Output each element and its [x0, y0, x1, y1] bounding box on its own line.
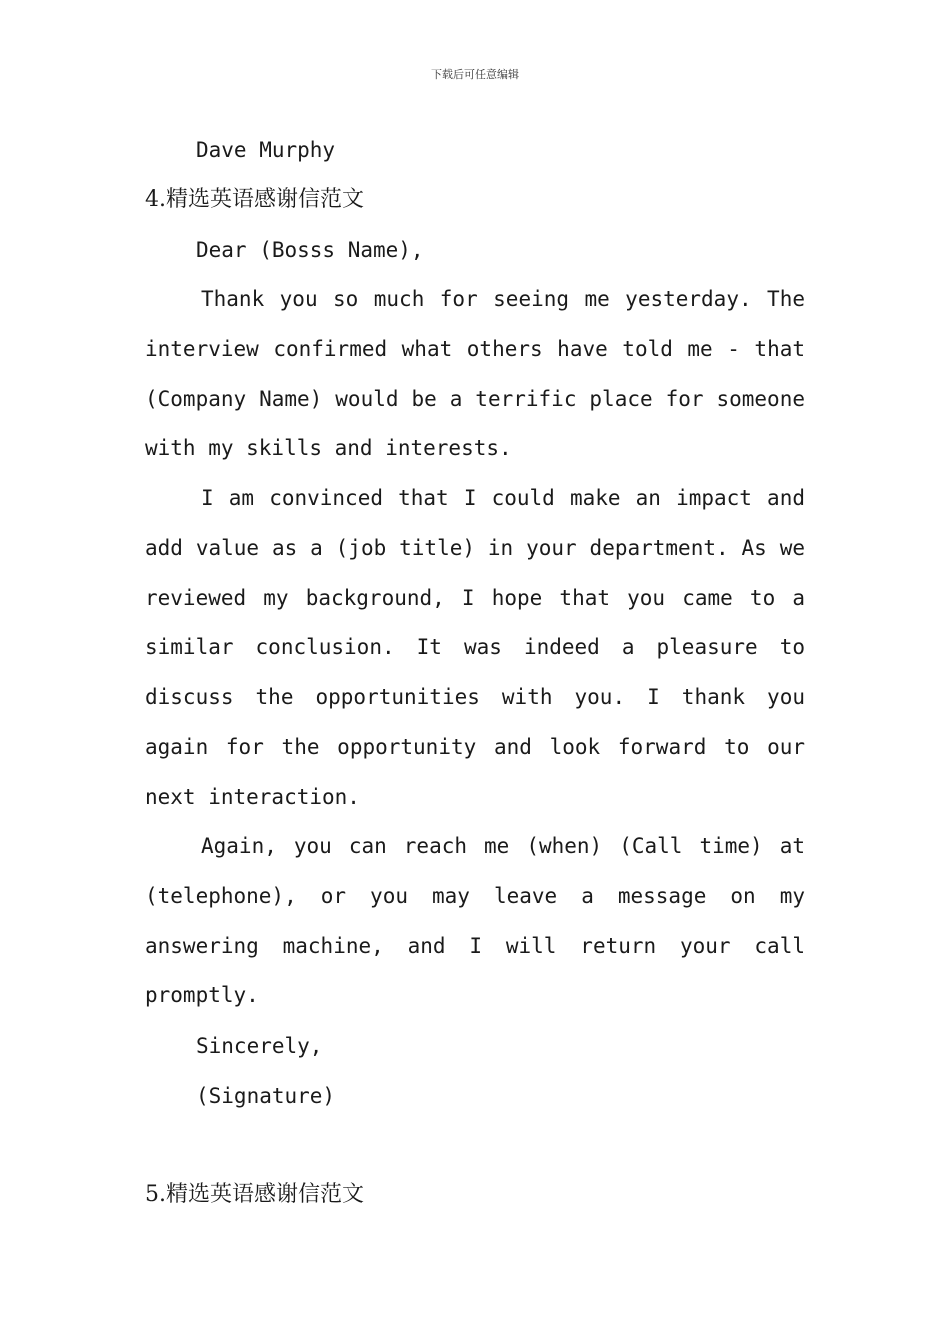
- signoff-name: Dave Murphy: [196, 138, 336, 162]
- signature-placeholder: (Signature): [196, 1084, 336, 1108]
- body-paragraph-2: I am convinced that I could make an impact and add value as a (job title) in your department. As we reviewed my background, I hope that you came to a similar conclusion. It was indeed a pleasure to discuss the opportunities with you. I thank you again for the opportunity and look forward to our next interaction.: [145, 486, 805, 809]
- section-4-heading: 4.精选英语感谢信范文: [145, 187, 364, 212]
- section-5-heading: 5.精选英语感谢信范文: [145, 1182, 364, 1207]
- body-paragraph-3: Again, you can reach me (when) (Call time) at (telephone), or you may leave a message on my answering machine, and I will return your call promptly.: [145, 834, 805, 1008]
- closing: Sincerely,: [196, 1034, 323, 1058]
- body-paragraph-1: Thank you so much for seeing me yesterday. The interview confirmed what others have told me - that (Company Name) would be a terrific place for someone with my skills and interests.: [145, 287, 805, 461]
- page-header: 下载后可任意编辑: [431, 68, 519, 81]
- salutation: Dear (Bosss Name),: [196, 238, 424, 262]
